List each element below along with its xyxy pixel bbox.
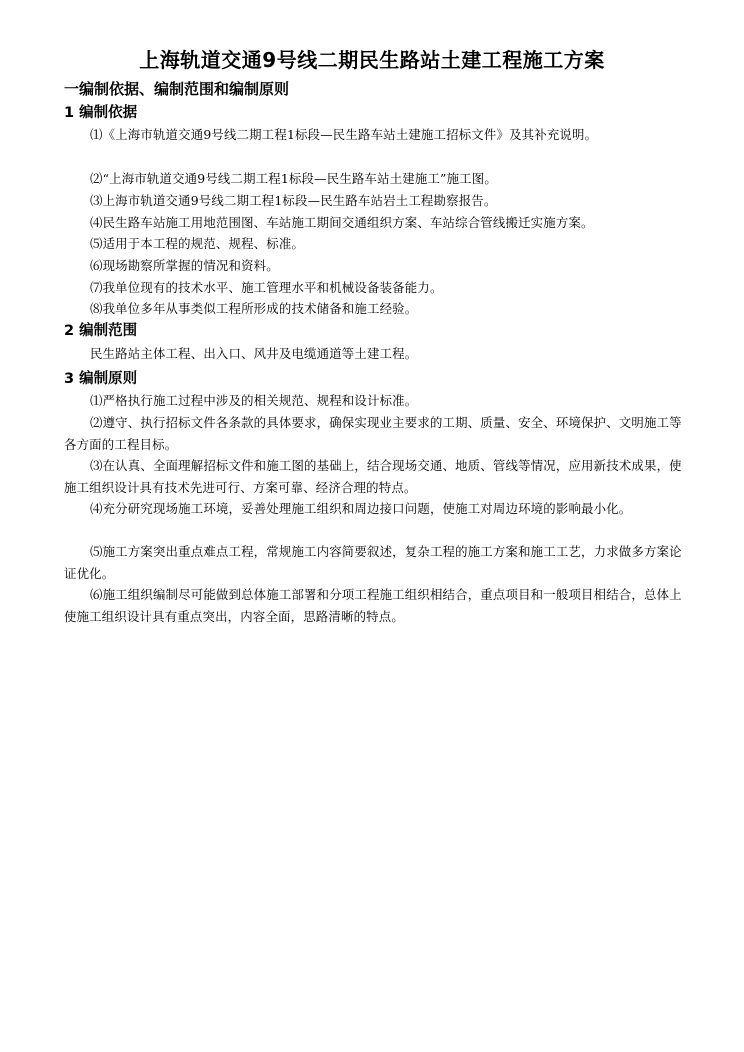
- principle-item-6: ⑹施工组织编制尽可能做到总体施工部署和分项工程施工组织相结合，重点项目和一般项目相结合，总体上使施工组织设计具有重点突出，内容全面，思路清晰的特点。: [64, 587, 682, 624]
- basis-item-5: ⑸适用于本工程的规范、规程、标准。: [90, 236, 305, 251]
- principle-item-1: ⑴严格执行施工过程中涉及的相关规范、规程和设计标准。: [90, 393, 418, 408]
- principle-item-2: ⑵遵守、执行招标文件各条款的具体要求，确保实现业主要求的工期、质量、安全、环境保护、文明施工等各方面的工程目标。: [64, 415, 682, 452]
- principle-item-3: ⑶在认真、全面理解招标文件和施工图的基础上，结合现场交通、地质、管线等情况，应用新技术成果，使施工组织设计具有技术先进可行、方案可靠、经济合理的特点。: [64, 458, 682, 495]
- heading-principles: 3 编制原则: [64, 371, 138, 387]
- basis-item-2: ⑵“上海市轨道交通9号线二期工程1标段—民生路车站土建施工”施工图。: [90, 171, 497, 186]
- section-heading-1: 一编制依据、编制范围和编制原则: [64, 80, 290, 98]
- document-title: 上海轨道交通9号线二期民生路站土建工程施工方案: [139, 48, 605, 72]
- basis-item-1: ⑴《上海市轨道交通9号线二期工程1标段—民生路车站土建施工招标文件》及其补充说明。: [90, 127, 598, 142]
- basis-item-8: ⑻我单位多年从事类似工程所形成的技术储备和施工经验。: [90, 301, 418, 316]
- basis-item-3: ⑶上海市轨道交通9号线二期工程1标段—民生路车站岩土工程勘察报告。: [90, 193, 497, 208]
- heading-scope: 2 编制范围: [64, 323, 138, 339]
- basis-item-7: ⑺我单位现有的技术水平、施工管理水平和机械设备装备能力。: [90, 280, 443, 295]
- heading-basis: 1 编制依据: [64, 105, 138, 121]
- scope-text: 民生路站主体工程、出入口、风井及电缆通道等土建工程。: [90, 346, 418, 361]
- basis-item-4: ⑷民生路车站施工用地范围图、车站施工期间交通组织方案、车站综合管线搬迁实施方案。: [90, 215, 594, 230]
- basis-item-6: ⑹现场勘察所掌握的情况和资料。: [90, 258, 279, 273]
- principle-item-4: ⑷充分研究现场施工环境，妥善处理施工组织和周边接口问题，使施工对周边环境的影响最小化。: [90, 501, 632, 516]
- principle-item-5: ⑸施工方案突出重点难点工程，常规施工内容简要叙述，复杂工程的施工方案和施工工艺，力求做多方案论证优化。: [64, 544, 682, 581]
